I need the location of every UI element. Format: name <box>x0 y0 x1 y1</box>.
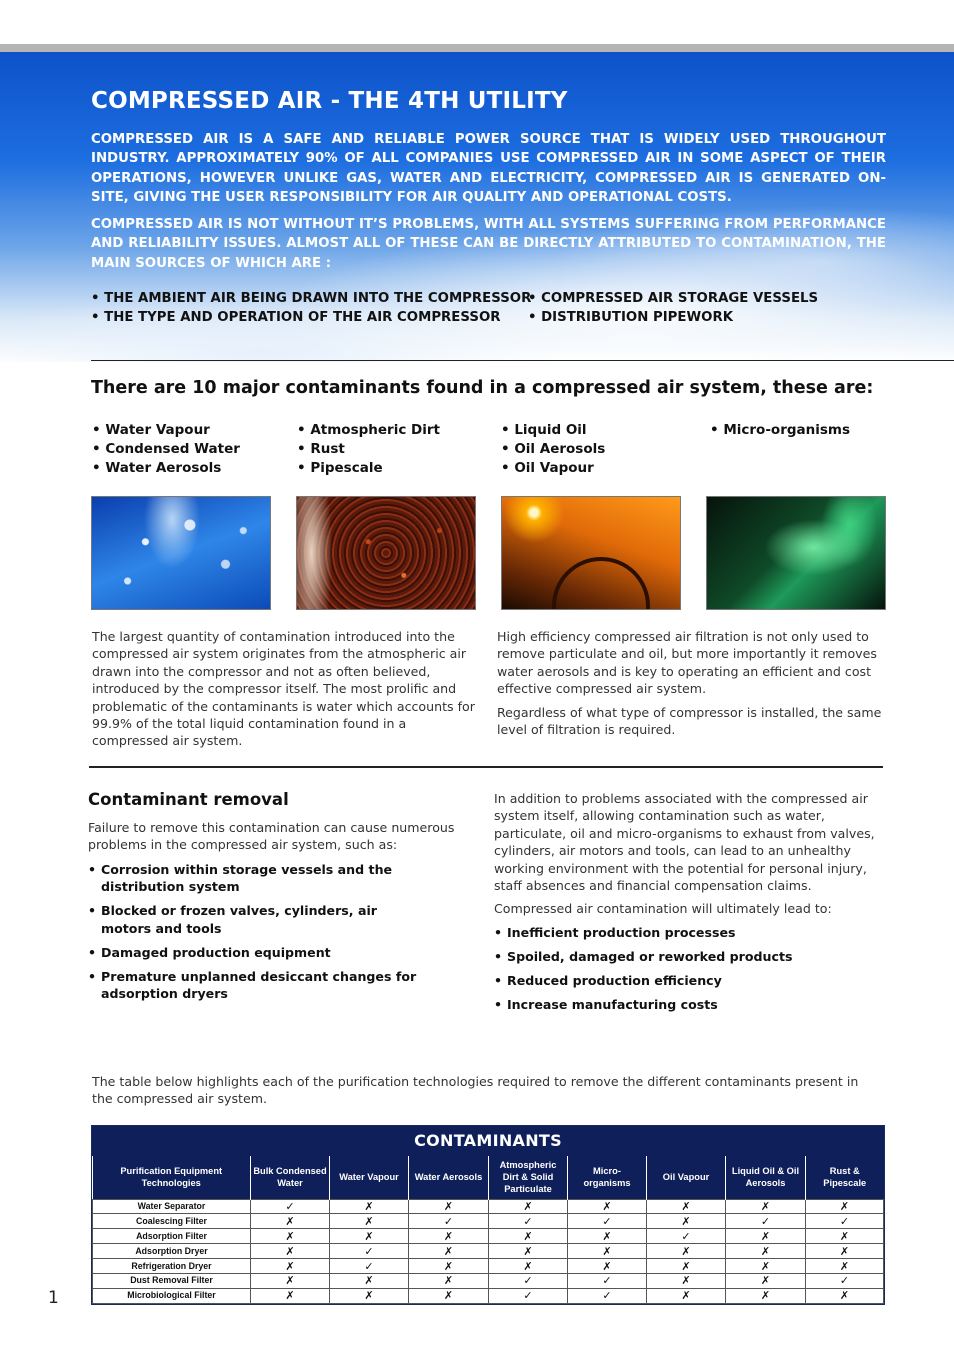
divider <box>91 360 954 361</box>
problem-item: • Damaged production equipment <box>88 944 418 961</box>
column-header: Bulk Condensed Water <box>251 1156 330 1199</box>
water-photo <box>91 496 271 610</box>
technology-cell: Adsorption Dryer <box>93 1244 251 1259</box>
removal-mark-cell: ✗ <box>568 1259 647 1274</box>
rust-photo <box>296 496 476 610</box>
removal-mark-cell: ✓ <box>330 1259 409 1274</box>
removal-mark-cell: ✗ <box>647 1273 726 1288</box>
removal-intro: Failure to remove this contamination can cause numerous problems in the compressed air system, such as: <box>88 820 455 853</box>
contaminants-heading: There are 10 major contaminants found in a compressed air system, these are: <box>91 378 874 398</box>
removal-mark-cell: ✗ <box>489 1229 568 1244</box>
removal-mark-cell: ✗ <box>647 1259 726 1274</box>
removal-mark-cell: ✗ <box>726 1199 806 1214</box>
technology-cell: Microbiological Filter <box>93 1288 251 1303</box>
problem-item: • Blocked or frozen valves, cylinders, air motors and tools <box>88 902 418 937</box>
divider <box>89 766 883 768</box>
removal-mark-cell: ✗ <box>251 1288 330 1303</box>
hero-paragraph-2: COMPRESSED AIR IS NOT WITHOUT IT’S PROBLEMS, WITH ALL SYSTEMS SUFFERING FROM PERFORMANCE AND RELIABILITY ISSUES. ALMOST ALL OF THESE CAN BE DIRECTLY ATTRIBUTED TO CONTAMINATION, THE MAIN SOURCES OF WHICH ARE : <box>91 217 886 271</box>
removal-mark-cell: ✓ <box>489 1288 568 1303</box>
removal-mark-cell: ✓ <box>806 1214 884 1229</box>
removal-mark-cell: ✗ <box>806 1288 884 1303</box>
table-header-row <box>93 1156 884 1199</box>
removal-mark-cell: ✗ <box>409 1288 489 1303</box>
contaminant-item: • Condensed Water <box>92 441 240 457</box>
removal-mark-cell: ✓ <box>489 1273 568 1288</box>
removal-mark-cell: ✗ <box>409 1199 489 1214</box>
hero-paragraph-1: COMPRESSED AIR IS A SAFE AND RELIABLE POWER SOURCE THAT IS WIDELY USED THROUGHOUT INDUSTRY. APPROXIMATELY 90% OF ALL COMPANIES USE COMPRESSED AIR IN SOME ASPECT OF THEIR OPERATIONS, HOWEVER UNLIKE GAS, WATER AND ELECTRICITY, COMPRESSED AIR IS GENERATED ON-SITE, GIVING THE USER RESPONSIBILITY FOR AIR QUALITY AND OPERATIONAL COSTS. <box>91 132 886 206</box>
body-text-right: High efficiency compressed air filtration is not only used to remove particulate and oil, but more importantly it removes water aerosols and is key to operating an efficient and cost effective compressed air system. <box>497 629 877 697</box>
table-row <box>93 1244 884 1259</box>
consequences-intro: Compressed air contamination will ultimately lead to: <box>494 901 832 916</box>
contaminant-removal-heading: Contaminant removal <box>88 790 289 809</box>
table-row <box>93 1229 884 1244</box>
removal-mark-cell: ✓ <box>568 1288 647 1303</box>
removal-mark-cell: ✗ <box>251 1214 330 1229</box>
contaminant-item: • Water Vapour <box>92 422 210 438</box>
removal-mark-cell: ✗ <box>568 1244 647 1259</box>
sources-list-left <box>91 289 531 327</box>
removal-mark-cell: ✓ <box>251 1199 330 1214</box>
removal-mark-cell: ✗ <box>409 1259 489 1274</box>
contaminants-table <box>91 1125 885 1305</box>
table-row <box>93 1214 884 1229</box>
removal-mark-cell: ✗ <box>409 1244 489 1259</box>
contaminant-item: • Atmospheric Dirt <box>297 422 440 438</box>
source-item: • THE AMBIENT AIR BEING DRAWN INTO THE COMPRESSOR <box>91 291 532 306</box>
source-item: • DISTRIBUTION PIPEWORK <box>528 310 733 325</box>
contaminant-column-micro <box>710 421 850 440</box>
source-item: • COMPRESSED AIR STORAGE VESSELS <box>528 291 819 306</box>
removal-mark-cell: ✗ <box>330 1288 409 1303</box>
removal-mark-cell: ✗ <box>330 1199 409 1214</box>
removal-mark-cell: ✗ <box>251 1229 330 1244</box>
removal-mark-cell: ✓ <box>647 1229 726 1244</box>
removal-mark-cell: ✗ <box>726 1244 806 1259</box>
micro-organism-photo <box>706 496 886 610</box>
removal-mark-cell: ✗ <box>647 1288 726 1303</box>
removal-mark-cell: ✗ <box>251 1273 330 1288</box>
removal-mark-cell: ✓ <box>568 1214 647 1229</box>
removal-mark-cell: ✗ <box>806 1199 884 1214</box>
column-header: Water Vapour <box>330 1156 409 1199</box>
removal-mark-cell: ✗ <box>806 1259 884 1274</box>
removal-mark-cell: ✓ <box>409 1214 489 1229</box>
removal-mark-cell: ✗ <box>806 1244 884 1259</box>
column-header: Rust & Pipescale <box>806 1156 884 1199</box>
technology-cell: Adsorption Filter <box>93 1229 251 1244</box>
removal-mark-cell: ✓ <box>568 1273 647 1288</box>
problem-item: • Premature unplanned desiccant changes for adsorption dryers <box>88 968 418 1003</box>
removal-mark-cell: ✓ <box>726 1214 806 1229</box>
contaminant-item: • Rust <box>297 441 345 457</box>
table-row <box>93 1259 884 1274</box>
removal-mark-cell: ✓ <box>806 1273 884 1288</box>
technology-cell: Dust Removal Filter <box>93 1273 251 1288</box>
contaminant-item: • Micro-organisms <box>710 422 851 438</box>
table-row <box>93 1199 884 1214</box>
removal-mark-cell: ✗ <box>726 1273 806 1288</box>
removal-mark-cell: ✗ <box>409 1273 489 1288</box>
contaminant-item: • Water Aerosols <box>92 460 222 476</box>
body-text-right-2: Regardless of what type of compressor is installed, the same level of filtration is required. <box>497 705 882 738</box>
technology-cell: Refrigeration Dryer <box>93 1259 251 1274</box>
column-header: Micro-organisms <box>568 1156 647 1199</box>
table-row <box>93 1273 884 1288</box>
removal-mark-cell: ✗ <box>251 1244 330 1259</box>
consequences-list <box>494 924 824 1020</box>
body-text-left: The largest quantity of contamination introduced into the compressed air system originates from the atmospheric air drawn into the compressor and not as often believed, introduced by the compressor itself. The most prolific and problematic of the contaminants is water which accounts for 99.9% of the total liquid contamination found in a compressed air system. <box>92 629 475 749</box>
removal-mark-cell: ✗ <box>568 1199 647 1214</box>
top-grey-bar <box>0 44 954 52</box>
consequence-item: • Increase manufacturing costs <box>494 996 824 1013</box>
removal-mark-cell: ✗ <box>489 1244 568 1259</box>
removal-mark-cell: ✗ <box>726 1288 806 1303</box>
page-title: COMPRESSED AIR - THE 4TH UTILITY <box>91 88 568 114</box>
removal-mark-cell: ✗ <box>330 1229 409 1244</box>
removal-mark-cell: ✗ <box>330 1214 409 1229</box>
column-header: Oil Vapour <box>647 1156 726 1199</box>
additional-problems-text: In addition to problems associated with the compressed air system itself, allowing contamination such as water, particulate, oil and micro-organisms to exhaust from valves, cylinders, air motors and tools, can lead to an unhealthy working environment with the potential for personal injury, staff absences and financial compensation claims. <box>494 791 875 894</box>
column-header: Purification Equipment Technologies <box>93 1156 251 1199</box>
removal-mark-cell: ✗ <box>489 1199 568 1214</box>
oil-photo <box>501 496 681 610</box>
technology-cell: Coalescing Filter <box>93 1214 251 1229</box>
removal-mark-cell: ✗ <box>330 1273 409 1288</box>
removal-mark-cell: ✗ <box>568 1229 647 1244</box>
removal-mark-cell: ✗ <box>409 1229 489 1244</box>
consequence-item: • Spoiled, damaged or reworked products <box>494 948 824 965</box>
column-header: Atmospheric Dirt & Solid Particulate <box>489 1156 568 1199</box>
removal-mark-cell: ✗ <box>726 1259 806 1274</box>
contaminant-item: • Liquid Oil <box>501 422 587 438</box>
removal-mark-cell: ✗ <box>647 1244 726 1259</box>
table-intro: The table below highlights each of the purification technologies required to remove the different contaminants present in the compressed air system. <box>92 1074 859 1107</box>
sources-list-right <box>528 289 818 327</box>
technology-cell: Water Separator <box>93 1199 251 1214</box>
contaminant-item: • Oil Vapour <box>501 460 594 476</box>
removal-mark-cell: ✗ <box>806 1229 884 1244</box>
hero-banner <box>0 52 954 362</box>
removal-mark-cell: ✗ <box>647 1214 726 1229</box>
consequence-item: • Reduced production efficiency <box>494 972 824 989</box>
problems-list <box>88 861 418 1009</box>
contaminant-item: • Oil Aerosols <box>501 441 606 457</box>
consequence-item: • Inefficient production processes <box>494 924 824 941</box>
removal-mark-cell: ✗ <box>647 1199 726 1214</box>
problem-item: • Corrosion within storage vessels and the distribution system <box>88 861 418 896</box>
page-number: 1 <box>48 1288 59 1308</box>
column-header: Water Aerosols <box>409 1156 489 1199</box>
contaminant-column-dirt <box>297 421 440 478</box>
source-item: • THE TYPE AND OPERATION OF THE AIR COMPRESSOR <box>91 310 501 325</box>
table-title: CONTAMINANTS <box>92 1126 884 1156</box>
removal-mark-cell: ✗ <box>251 1259 330 1274</box>
column-header: Liquid Oil & Oil Aerosols <box>726 1156 806 1199</box>
contaminant-item: • Pipescale <box>297 460 383 476</box>
removal-mark-cell: ✗ <box>489 1259 568 1274</box>
removal-mark-cell: ✓ <box>489 1214 568 1229</box>
contaminant-column-oil <box>501 421 605 478</box>
removal-mark-cell: ✓ <box>330 1244 409 1259</box>
table-row <box>93 1288 884 1303</box>
contaminant-column-water <box>92 421 240 478</box>
removal-mark-cell: ✗ <box>726 1229 806 1244</box>
